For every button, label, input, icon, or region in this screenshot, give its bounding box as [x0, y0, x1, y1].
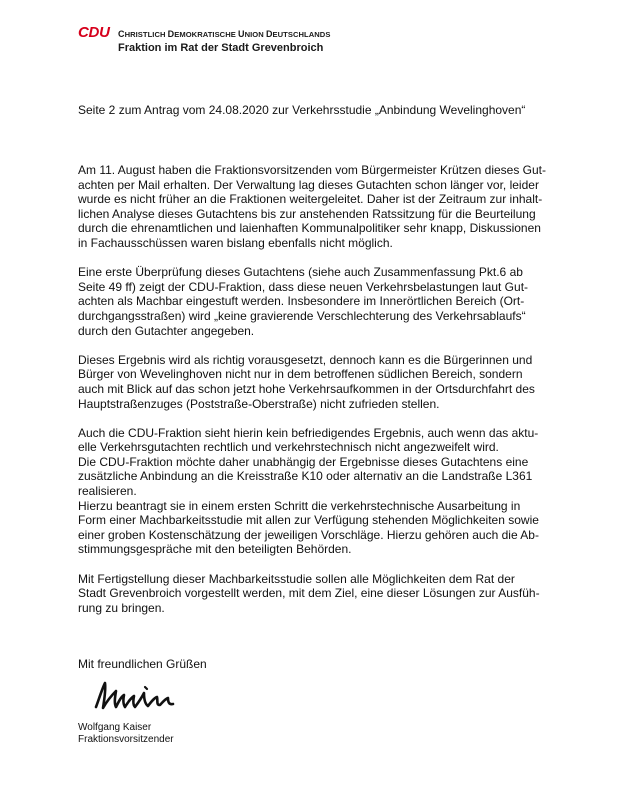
body-line: Am 11. August haben die Fraktionsvorsitzenden vom Bürgermeister Krützen dieses Gut- — [78, 163, 547, 177]
body-line: Stadt Grevenbroich vorgestellt werden, mit dem Ziel, eine dieser Lösungen zur Ausfüh- — [78, 586, 540, 601]
body-line: lichen Analyse dieses Gutachtens bis zur anstehenden Ratssitzung für die Beurteilung — [78, 206, 536, 221]
body-line: durch den Gutachter angegeben. — [78, 323, 255, 338]
body-line: Dieses Ergebnis wird als richtig vorausgesetzt, dennoch kann es die Bürgerinnen und — [78, 352, 533, 367]
letterhead — [78, 24, 498, 60]
body-line: Seite 49 ff) zeigt der CDU-Fraktion, dass diese neuen Verkehrsbelastungen laut Gut- — [78, 279, 529, 294]
body-line: Mit Fertigstellung dieser Machbarkeitsstudie sollen alle Möglichkeiten dem Rat der — [78, 571, 515, 586]
signer-title: Fraktionsvorsitzender — [78, 734, 174, 745]
body-line: auch mit Blick auf das schon jetzt hohe Verkehrsaufkommen in der Ortsdurchfahrt des — [78, 381, 535, 396]
paragraph-gap — [78, 557, 598, 572]
body-line: Die CDU-Fraktion möchte daher unabhängig der Ergebnisse dieses Gutachtens eine — [78, 454, 529, 469]
body-line: Hierzu beantragt sie in einem ersten Schritt die verkehrstechnische Ausarbeitung in — [78, 498, 521, 513]
body-line: achten als Machbar eingestuft werden. Insbesondere im Innerörtlichen Bereich (Ort- — [78, 294, 525, 309]
body-line: Bürger von Wevelinghoven nicht nur in dem betroffenen südlichen Bereich, sondern — [78, 367, 523, 382]
signature-graphic — [90, 677, 190, 717]
paragraph-gap — [78, 411, 598, 426]
body-line: in Fachausschüssen waren bislang ebenfalls nicht möglich. — [78, 235, 393, 250]
body-line: Auch die CDU-Fraktion sieht hierin kein befriedigendes Ergebnis, auch wenn das aktu- — [78, 425, 539, 440]
letter-subject: Seite 2 zum Antrag vom 24.08.2020 zur Verkehrsstudie „Anbindung Wevelinghoven“ — [78, 103, 526, 117]
body-line: durch die ehrenamtlichen und laienhaften Kommunalpolitiker sehr knapp, Diskussionen — [78, 221, 541, 236]
body-line: rung zu bringen. — [78, 600, 165, 615]
faction-name: Fraktion im Rat der Stadt Grevenbroich — [118, 42, 324, 54]
body-line: wurde es nicht früher an die Fraktionen weitergeleitet. Daher ist der Zeitraum zur inhalt- — [78, 192, 543, 207]
paragraph-gap — [78, 338, 598, 353]
body-line: achten per Mail erhalten. Der Verwaltung lag dieses Gutachten schon länger vor, leider — [78, 177, 539, 192]
handwritten-signature — [90, 677, 190, 717]
signer-name: Wolfgang Kaiser — [78, 722, 152, 733]
cdu-logo: CDU — [78, 24, 110, 41]
party-name: CHRISTLICH DEMOKRATISCHE UNION DEUTSCHLANDS — [118, 29, 331, 39]
body-line: realisieren. — [78, 484, 137, 499]
body-line: zusätzliche Anbindung an die Kreisstraße K10 oder alternativ an die Landstraße L361 — [78, 469, 533, 484]
paragraph-gap — [78, 251, 598, 266]
signer-block — [78, 722, 174, 746]
body-line: stimmungsgespräche mit den beteiligten Behörden. — [78, 542, 352, 557]
closing-greeting: Mit freundlichen Grüßen — [78, 657, 207, 671]
body-line: durchgangsstraßen) wird „keine gravierende Verschlechterung des Verkehrsablaufs“ — [78, 308, 526, 323]
body-line: elle Verkehrsgutachten rechtlich und verkehrstechnisch nicht angezweifelt wird. — [78, 440, 499, 455]
body-line: Form einer Machbarkeitsstudie mit allen zur Verfügung stehenden Möglichkeiten sowie — [78, 513, 539, 528]
body-line: einer groben Kostenschätzung der jeweiligen Vorschläge. Hierzu gehören auch die Ab- — [78, 527, 539, 542]
body-line: Hauptstraßenzuges (Poststraße-Oberstraße) nicht zufrieden stellen. — [78, 396, 440, 411]
body-line: Eine erste Überprüfung dieses Gutachtens (siehe auch Zusammenfassung Pkt.6 ab — [78, 265, 523, 280]
letter-body — [78, 163, 598, 615]
